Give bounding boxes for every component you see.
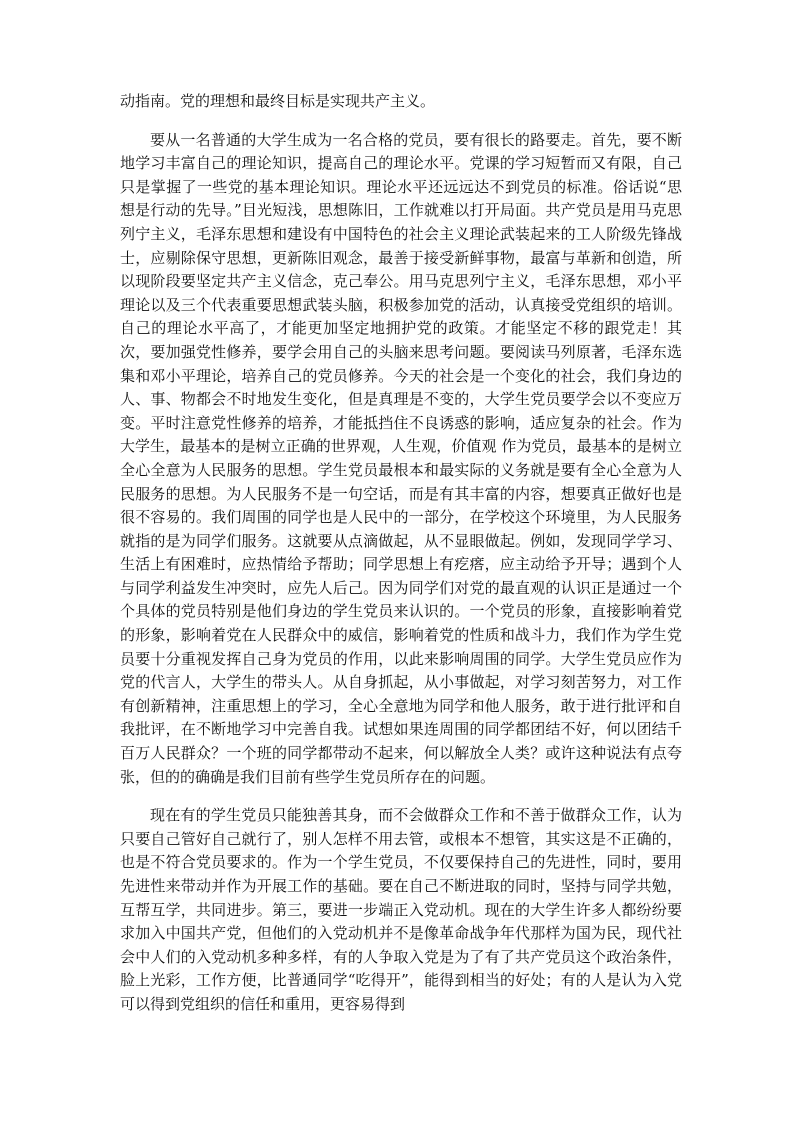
paragraph-2: 现在有的学生党员只能独善其身，而不会做群众工作和不善于做群众工作，认为只要自己管好自己就行了，别人怎样不用去管，或根本不想管，其实这是不正确的，也是不符合党员要求的。作为一个学生党员，不仅要保持自己的先进性，同时，要用先进性来带动并作为开展工作的基础。要在自己不断进取的同时，坚持与同学共勉，互帮互学，共同进步。第三，要进一步端正入党动机。现在的大学生许多人都纷纷要求加入中国共产党，但他们的入党动机并不是像革命战争年代那样为国为民，现代社会中人们的入党动机多种多样，有的人争取入党是为了有了共产党员这个政治条件，脸上光彩，工作方便，比普通同学“吃得开”，能得到相当的好处；有的人是认为入党可以得到党组织的信任和重用，更容易得到 (120, 806, 682, 1013)
paragraph-1: 要从一名普通的大学生成为一名合格的党员，要有很长的路要走。首先，要不断地学习丰富自己的理论知识，提高自己的理论水平。党课的学习短暂而又有限，自己只是掌握了一些党的基本理论知识。理论水平还远远达不到党员的标准。俗话说“思想是行动的先导。”目光短浅，思想陈旧，工作就难以打开局面。共产党员是用马克思列宁主义，毛泽东思想和建设有中国特色的社会主义理论武装起来的工人阶级先锋战士，应剔除保守思想，更新陈旧观念，最善于接受新鲜事物，最富与革新和创造，所以现阶段要坚定共产主义信念，克己奉公。用马克思列宁主义，毛泽东思想，邓小平理论以及三个代表重要思想武装头脑，积极参加党的活动，认真接受党组织的培训。自己的理论水平高了，才能更加坚定地拥护党的政策。才能坚定不移的跟党走！其次，要加强党性修养，要学会用自己的头脑来思考问题。要阅读马列原著，毛泽东选集和邓小平理论，培养自己的党员修养。今天的社会是一个变化的社会，我们身边的人、事、物都会不时地发生变化，但是真理是不变的，大学生党员要学会以不变应万变。平时注意党性修养的培养，才能抵挡住不良诱惑的影响，适应复杂的社会。作为大学生，最基本的是树立正确的世界观，人生观，价值观 作为党员，最基本的是树立全心全意为人民服务的思想。学生党员最根本和最实际的义务就是要有全心全意为人民服务的思想。为人民服务不是一句空话，而是有其丰富的内容，想要真正做好也是很不容易的。我们周围的同学也是人民中的一部分，在学校这个环境里，为人民服务就指的是为同学们服务。这就要从点滴做起，从不显眼做起。例如，发现同学学习、生活上有困难时，应热情给予帮助；同学思想上有疙瘩，应主动给予开导；遇到个人与同学利益发生冲突时，应先人后己。因为同学们对党的最直观的认识正是通过一个个具体的党员特别是他们身边的学生党员来认识的。一个党员的形象，直接影响着党的形象，影响着党在人民群众中的威信，影响着党的性质和战斗力，我们作为学生党员要十分重视发挥自己身为党员的作用，以此来影响周围的同学。大学生党员应作为党的代言人，大学生的带头人。从自身抓起，从小事做起，对学习刻苦努力，对工作有创新精神，注重思想上的学习，全心全意地为同学和他人服务，敢于进行批评和自我批评，在不断地学习中完善自我。试想如果连周围的同学都团结不好，何以团结千百万人民群众？一个班的同学都带动不起来，何以解放全人类？或许这种说法有点夸张，但的的确确是我们目前有些学生党员所存在的问题。 (120, 130, 682, 786)
document-page (120, 90, 682, 1017)
paragraph-continuation: 动指南。党的理想和最终目标是实现共产主义。 (120, 92, 436, 110)
